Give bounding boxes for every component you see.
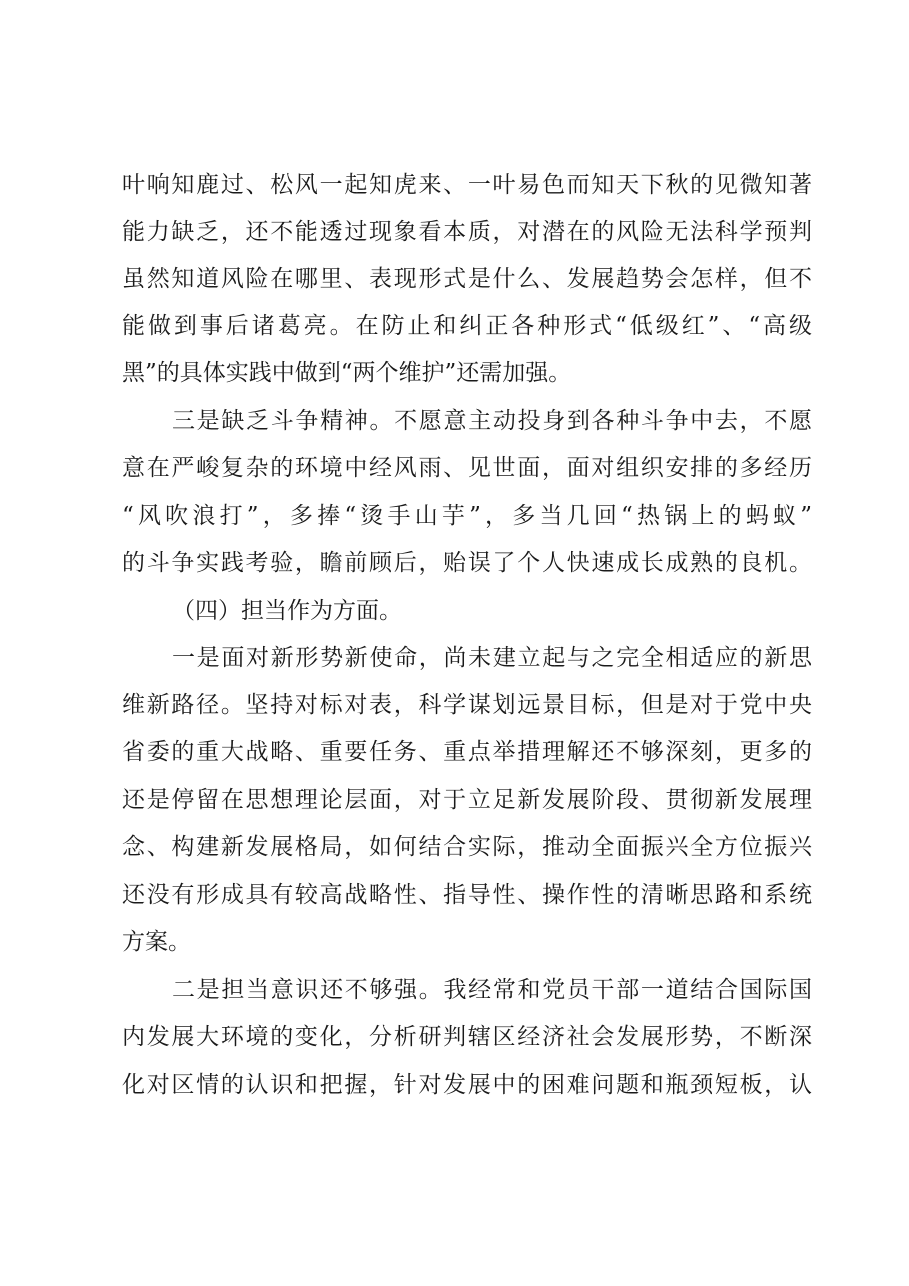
body-line-4: 能做到事后诸葛亮。在防止和纠正各种形式“低级红”、“高级	[122, 313, 812, 339]
body-line-14: 还是停留在思想理论层面，对于立足新发展阶段、贯彻新发展理	[122, 787, 812, 813]
body-line-9: 的斗争实践考验，瞻前顾后，贻误了个人快速成长成熟的良机。	[122, 550, 812, 576]
body-line-12: 维新路径。坚持对标对表，科学谋划远景目标，但是对于党中央	[122, 692, 812, 718]
paragraph-start-line: 三是缺乏斗争精神。不愿意主动投身到各种斗争中去，不愿	[172, 408, 812, 434]
body-line-20: 化对区情的认识和把握，针对发展中的困难问题和瓶颈短板，认	[122, 1072, 812, 1098]
body-line-5: 黑”的具体实践中做到“两个维护”还需加强。	[122, 360, 572, 386]
body-line-17: 方案。	[122, 929, 191, 955]
body-line-13: 省委的重大战略、重要任务、重点举措理解还不够深刻，更多的	[122, 739, 812, 765]
body-line-19: 内发展大环境的变化，分析研判辖区经济社会发展形势，不断深	[122, 1024, 812, 1050]
body-line-15: 念、构建新发展格局，如何结合实际，推动全面振兴全方位振兴	[122, 834, 812, 860]
section-heading: （四）担当作为方面。	[172, 598, 402, 624]
body-line-7: 意在严峻复杂的环境中经风雨、见世面，面对组织安排的多经历	[122, 455, 812, 481]
body-line-8: “风吹浪打”，多捧“烫手山芋”，多当几回“热锅上的蚂蚁”	[122, 503, 812, 529]
paragraph-start-line: 二是担当意识还不够强。我经常和党员干部一道结合国际国	[172, 977, 812, 1003]
body-line-1: 叶响知鹿过、松风一起知虎来、一叶易色而知天下秋的见微知著	[122, 172, 812, 198]
paragraph-start-line: 一是面对新形势新使命，尚未建立起与之完全相适应的新思	[172, 645, 812, 671]
body-line-16: 还没有形成具有较高战略性、指导性、操作性的清晰思路和系统	[122, 882, 812, 908]
body-line-3: 虽然知道风险在哪里、表现形式是什么、发展趋势会怎样，但不	[122, 266, 812, 292]
body-line-2: 能力缺乏，还不能透过现象看本质，对潜在的风险无法科学预判	[122, 219, 812, 245]
